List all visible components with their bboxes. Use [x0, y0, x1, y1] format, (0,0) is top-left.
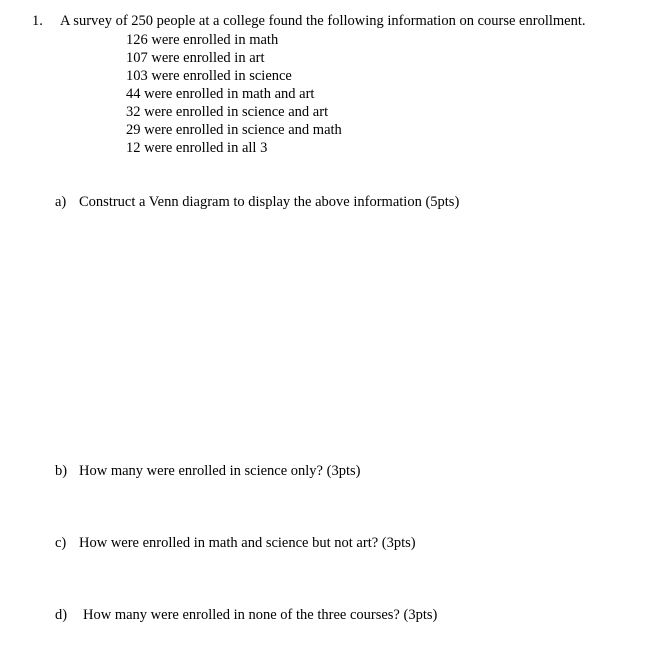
fact-item: 126 were enrolled in math [126, 32, 279, 48]
part-a-letter: a) [55, 194, 67, 210]
question-stem: A survey of 250 people at a college found the following information on course enrollment. [60, 13, 586, 29]
fact-item: 107 were enrolled in art [126, 50, 265, 66]
part-c-text: How were enrolled in math and science but not art? (3pts) [79, 535, 416, 551]
fact-item: 103 were enrolled in science [126, 68, 292, 84]
question-number: 1. [32, 13, 43, 29]
fact-item: 44 were enrolled in math and art [126, 86, 315, 102]
part-d-letter: d) [55, 607, 68, 623]
fact-item: 12 were enrolled in all 3 [126, 140, 268, 156]
part-c-letter: c) [55, 535, 67, 551]
part-b-letter: b) [55, 463, 68, 479]
part-d-text: How many were enrolled in none of the three courses? (3pts) [83, 607, 438, 623]
enrollment-facts-list [126, 31, 342, 157]
part-b-text: How many were enrolled in science only? (3pts) [79, 463, 361, 479]
part-a-text: Construct a Venn diagram to display the above information (5pts) [79, 194, 460, 210]
fact-item: 29 were enrolled in science and math [126, 122, 342, 138]
fact-item: 32 were enrolled in science and art [126, 104, 329, 120]
